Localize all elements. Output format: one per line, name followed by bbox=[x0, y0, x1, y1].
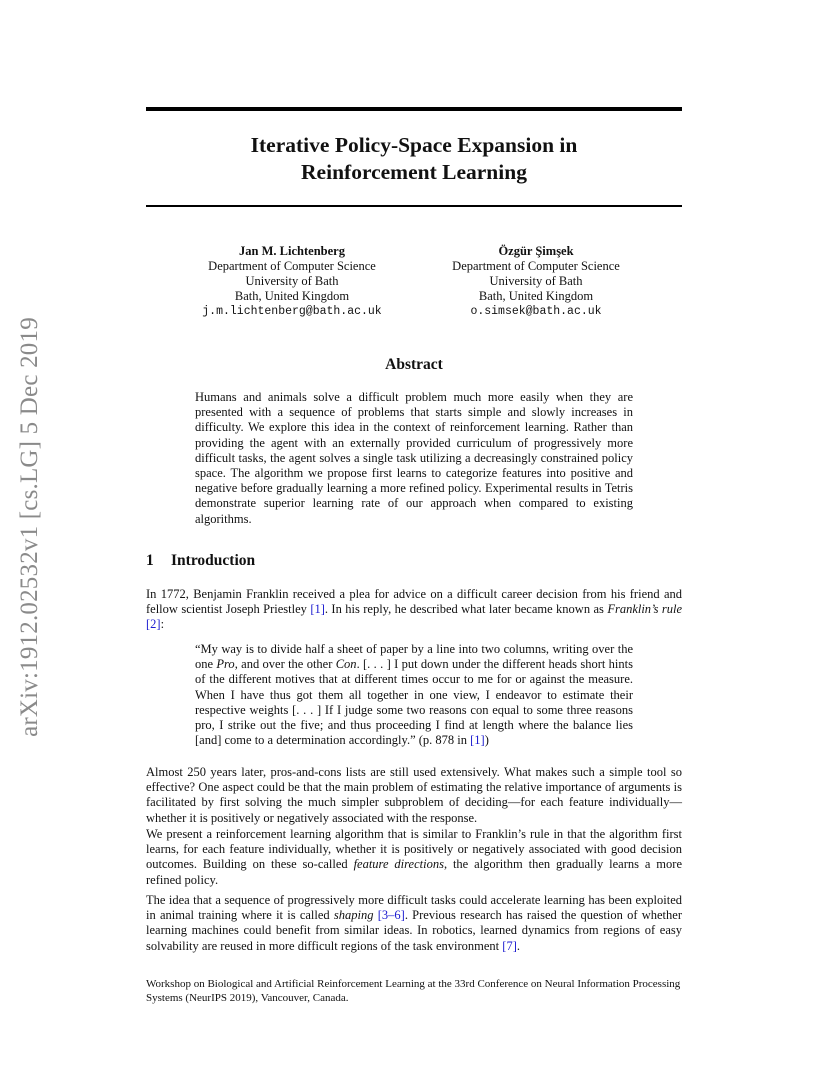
arxiv-sidebar bbox=[12, 292, 48, 762]
citation-link[interactable]: [1] bbox=[470, 733, 485, 748]
citation-link[interactable]: [3–6] bbox=[377, 908, 405, 923]
author-block-2 bbox=[406, 244, 666, 319]
paper-title bbox=[146, 132, 682, 186]
author-name: Özgür Şimşek bbox=[498, 244, 574, 258]
text-run: “My way is to divide half a sheet of paper by a line into two columns, writing over the one bbox=[195, 642, 633, 672]
text-run: . Previous research has raised the question of whether learning machines could benefit from similar ideas. In robotics, learned dynamics from regions of easy solvability are reused in more difficult regions of the task environment bbox=[146, 908, 682, 953]
abstract-text: Humans and animals solve a difficult problem much more easily when they are presented with a sequence of problems that starts simple and slowly increases in difficulty. We explore this idea in the context of reinforcement learning. Rather than providing the agent with an externally provided curriculum of progressively more difficult tasks, the agent solves a single task utilizing a decreasingly constrained policy space. The algorithm we propose first learns to categorize features into positive and negative before gradually learning a more refined policy. Experimental results in Tetris demonstrate superior learning rate of our approach when compared to existing algorithms. bbox=[195, 390, 633, 526]
citation-link[interactable]: [1] bbox=[310, 602, 325, 617]
text-run: , and over the other bbox=[234, 657, 336, 672]
text-run: , the algorithm then gradually learns a more refined policy. bbox=[146, 857, 682, 887]
author-name: Jan M. Lichtenberg bbox=[239, 244, 345, 258]
text-run: . bbox=[516, 938, 520, 953]
emphasis-text: Con bbox=[335, 657, 357, 672]
intro-paragraph-1 bbox=[146, 587, 682, 633]
text-run: We present a reinforcement learning algorithm that is similar to Franklin’s rule in that the algorithm first learns, for each feature individually, whether it is positively or negatively associated with good decision outcomes. Building on these so-called bbox=[146, 827, 682, 872]
abstract-heading: Abstract bbox=[385, 356, 443, 373]
section-heading-introduction bbox=[146, 552, 255, 570]
text-run: In 1772, Benjamin Franklin received a plea for advice on a difficult career decision from his friend and fellow scientist Joseph Priestley bbox=[146, 587, 682, 617]
author-location: Bath, United Kingdom bbox=[478, 289, 594, 303]
intro-paragraph-4 bbox=[146, 893, 682, 954]
text-run: . In his reply, he described what later became known as bbox=[324, 602, 608, 617]
author-university: University of Bath bbox=[245, 274, 339, 288]
author-email[interactable]: o.simsek@bath.ac.uk bbox=[470, 305, 602, 318]
title-bottom-rule bbox=[146, 205, 682, 207]
text-run: : bbox=[160, 617, 165, 632]
citation-link[interactable]: [7] bbox=[502, 938, 517, 953]
author-department: Department of Computer Science bbox=[208, 259, 376, 273]
emphasis-text: shaping bbox=[333, 908, 374, 923]
citation-link[interactable]: [2] bbox=[146, 617, 161, 632]
intro-paragraph-2: Almost 250 years later, pros-and-cons lists are still used extensively. What makes such a simple tool so effective? One aspect could be that the main problem of estimating the relative importance of arguments is facilitated by first solving the much simpler subproblem of deciding—for each feature individually—whether it is positively or negatively associated with the response. bbox=[146, 765, 682, 825]
emphasis-text: feature directions bbox=[353, 857, 444, 872]
text-run: ) bbox=[484, 733, 489, 748]
section-number: 1 bbox=[146, 552, 154, 569]
venue-footnote: Workshop on Biological and Artificial Reinforcement Learning at the 33rd Conference on Neural Information Processing Systems (NeurIPS 2019), Vancouver, Canada. bbox=[146, 978, 681, 1004]
author-block-1 bbox=[162, 244, 422, 319]
title-line-1: Iterative Policy-Space Expansion in bbox=[250, 133, 578, 157]
intro-paragraph-3 bbox=[146, 827, 682, 888]
arxiv-identifier: arXiv:1912.02532v1 [cs.LG] 5 Dec 2019 bbox=[16, 317, 43, 737]
author-location: Bath, United Kingdom bbox=[234, 289, 350, 303]
emphasis-text: Franklin’s rule bbox=[607, 602, 683, 617]
franklin-quote bbox=[195, 642, 633, 748]
author-department: Department of Computer Science bbox=[452, 259, 620, 273]
emphasis-text: Pro bbox=[216, 657, 235, 672]
section-title: Introduction bbox=[171, 552, 256, 569]
author-email[interactable]: j.m.lichtenberg@bath.ac.uk bbox=[202, 305, 382, 318]
title-top-rule bbox=[146, 107, 682, 111]
text-run: The idea that a sequence of progressively more difficult tasks could accelerate learning has been exploited in animal training where it is called bbox=[146, 893, 682, 923]
title-line-2: Reinforcement Learning bbox=[301, 160, 527, 184]
author-university: University of Bath bbox=[489, 274, 583, 288]
text-run: . [. . . ] I put down under the different heads short hints of the different motives that at different times occur to me for or against the measure. When I have thus got them all together in one view, I endeavor to estimate their respective weights [. . . ] If I judge some two reasons con equal to some three reasons pro, I strike out the five; and thus proceeding I find at length where the balance lies [and] come to a determination accordingly.” (p. 878 in bbox=[195, 657, 633, 748]
